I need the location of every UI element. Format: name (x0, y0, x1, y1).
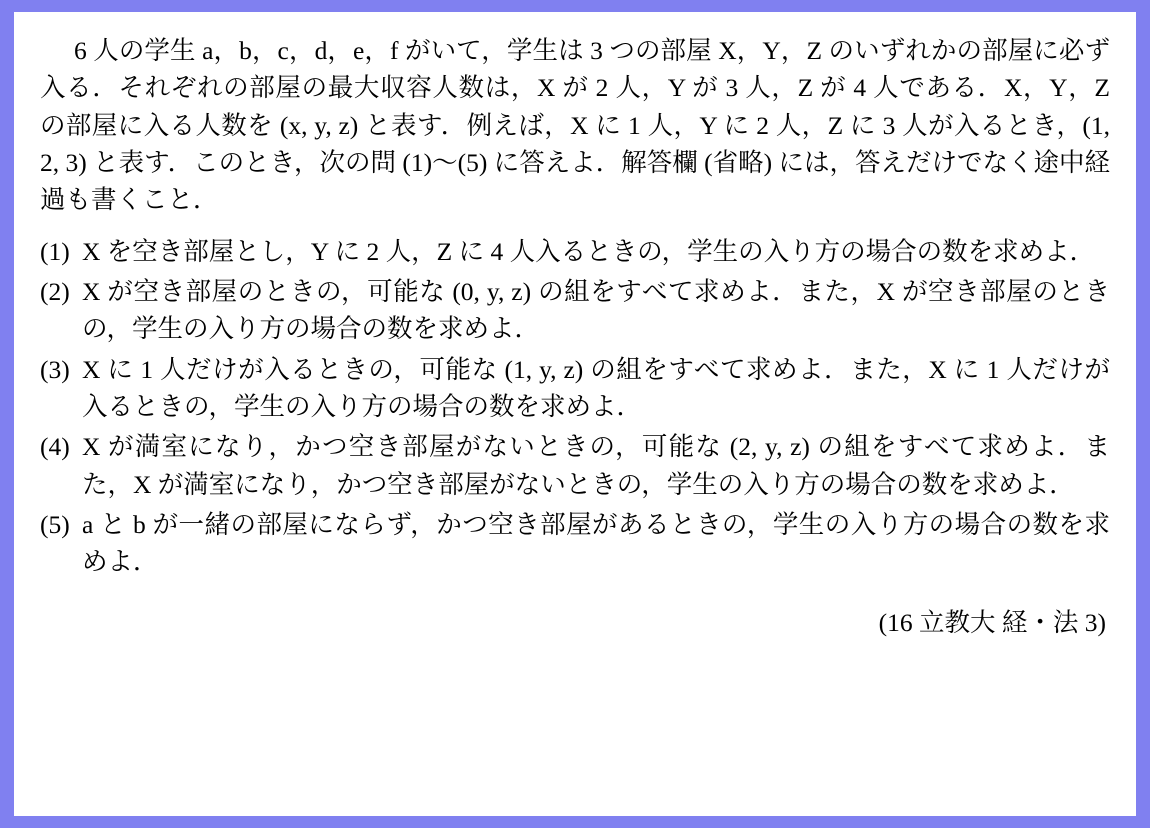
question-number: (5) (40, 510, 70, 540)
question-number: (2) (40, 277, 70, 307)
question-list (40, 233, 1110, 581)
question-text: X が満室になり，かつ空き部屋がないときの，可能な (2, y, z) の組をすべて求めよ．また，X が満室になり，かつ空き部屋がないときの，学生の入り方の場合の数を求めよ． (82, 432, 1110, 499)
question-text: X に 1 人だけが入るときの，可能な (1, y, z) の組をすべて求めよ．また，X に 1 人だけが入るときの，学生の入り方の場合の数を求めよ． (82, 354, 1110, 422)
document-page (14, 12, 1136, 816)
question-text: X が空き部屋のときの，可能な (0, y, z) の組をすべて求めよ．また，X が空き部屋のときの，学生の入り方の場合の数を求めよ． (82, 277, 1110, 344)
question-text: X を空き部屋とし，Y に 2 人，Z に 4 人入るときの，学生の入り方の場合の数を求めよ． (82, 236, 1096, 266)
source-citation: (16 立教大 経・法 3) (878, 607, 1106, 637)
problem-intro (40, 32, 1110, 219)
question-text: a と b が一緒の部屋にならず，かつ空き部屋があるときの，学生の入り方の場合の数を求めよ． (82, 510, 1110, 577)
question-number: (3) (40, 354, 70, 384)
problem-intro-text: 6 人の学生 a，b，c，d，e，f がいて，学生は 3 つの部屋 X，Y，Z のいずれかの部屋に必ず入る．それぞれの部屋の最大収容人数は，X が 2 人，Y が 3 人，Z が 4 人である．X，Y，Z の部屋に入る人数を (x, y, z) と表す．例えば，X に 1 人，Y に 2 人，Z に 3 人が入るとき，(1, 2, 3) と表す．このとき，次の問 (1)〜(5) に答えよ．解答欄 (省略) には，答えだけでなく途中経過も書くこと． (40, 36, 1111, 215)
question-number: (1) (40, 236, 70, 266)
question-item (40, 351, 1110, 426)
question-item (40, 233, 1110, 270)
question-item (40, 506, 1110, 581)
question-number: (4) (40, 432, 70, 462)
question-item (40, 273, 1110, 348)
question-item (40, 428, 1110, 503)
